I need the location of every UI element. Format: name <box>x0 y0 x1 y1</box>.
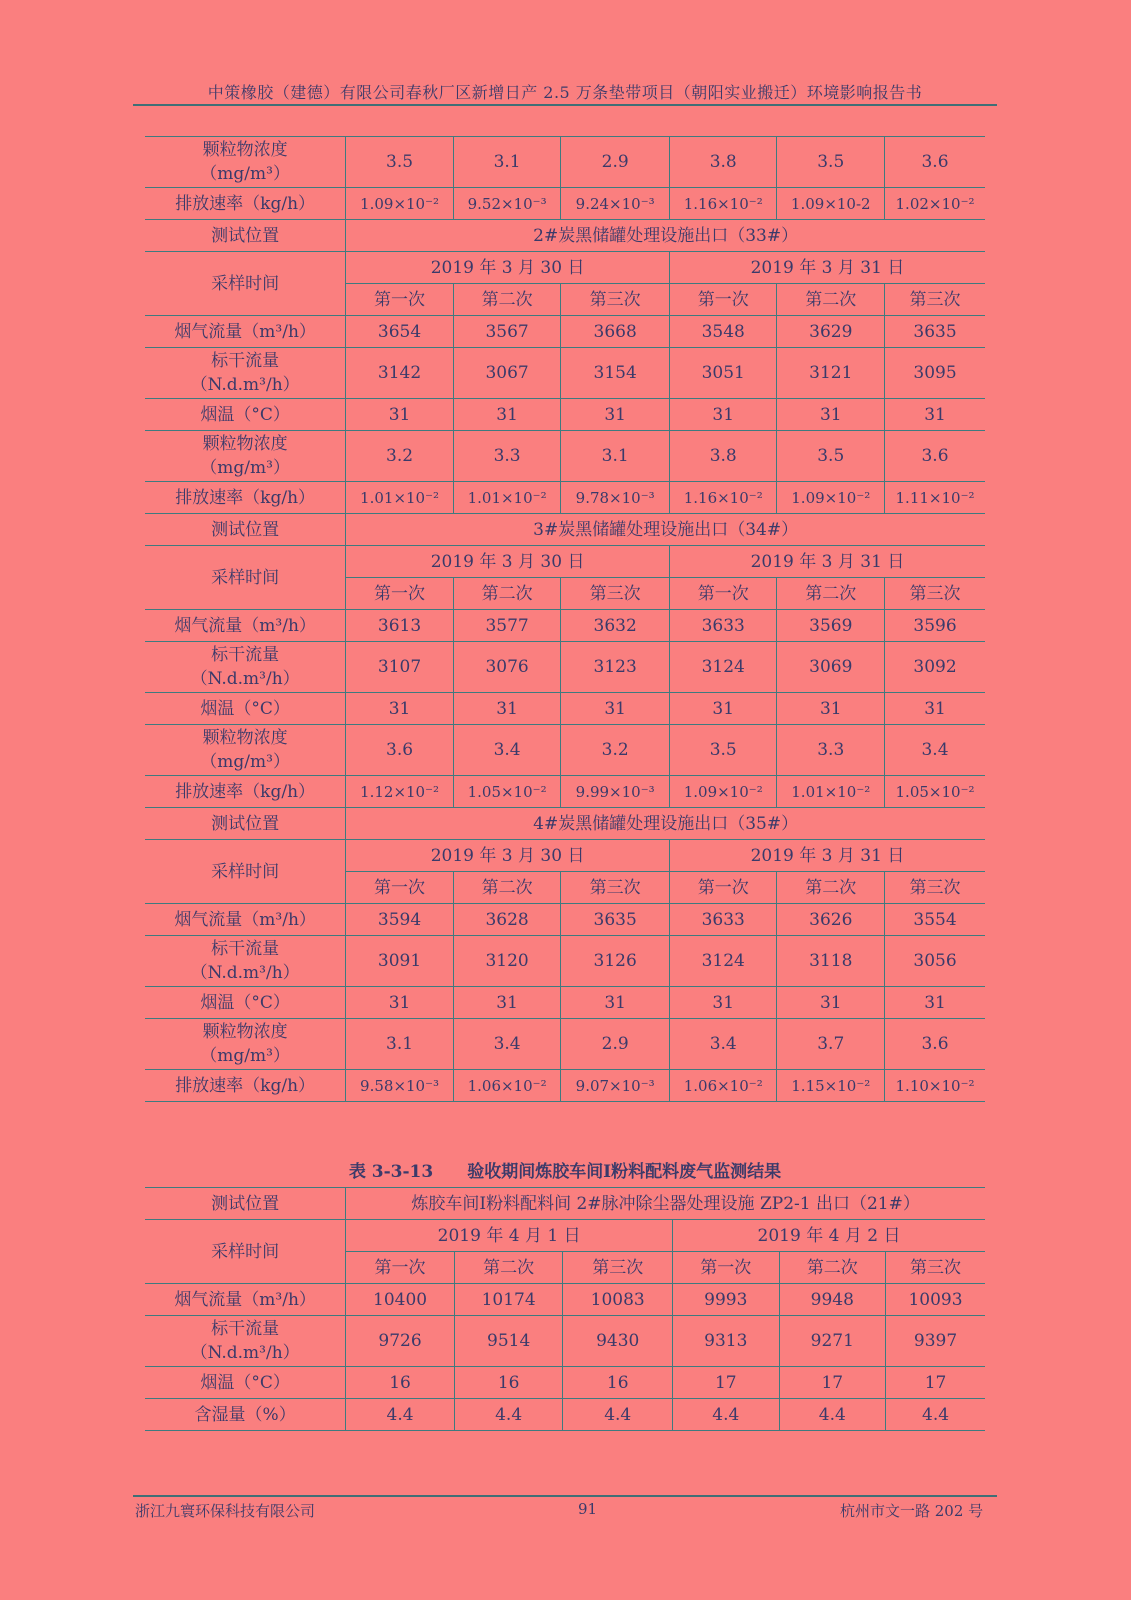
table-cell: 31 <box>669 987 777 1019</box>
row-label: 颗粒物浓度 （mg/m³） <box>145 431 346 482</box>
table-cell: 3635 <box>561 904 670 936</box>
date-header: 2019 年 4 月 2 日 <box>673 1220 985 1252</box>
row-label: 颗粒物浓度 （mg/m³） <box>145 1019 346 1070</box>
table-cell: 17 <box>886 1367 985 1399</box>
location-label: 测试位置 <box>145 1188 346 1220</box>
table-cell: 3067 <box>453 348 561 399</box>
row-label: 烟温（°C） <box>145 693 346 725</box>
table-cell: 31 <box>777 987 885 1019</box>
date-row <box>145 252 985 284</box>
table-cell: 9.07×10⁻³ <box>561 1070 670 1102</box>
row-label: 排放速率（kg/h） <box>145 188 346 220</box>
table-cell: 3635 <box>885 316 985 348</box>
table-cell: 9397 <box>886 1316 985 1367</box>
row-label: 标干流量 （N.d.m³/h） <box>145 642 346 693</box>
table-row <box>145 1019 985 1070</box>
table-cell: 3.3 <box>453 431 561 482</box>
table-cell: 1.01×10⁻² <box>777 776 885 808</box>
table-cell: 1.05×10⁻² <box>885 776 985 808</box>
table-cell: 3.5 <box>777 137 885 188</box>
table-cell: 31 <box>453 399 561 431</box>
location-row <box>145 220 985 252</box>
run-header: 第三次 <box>885 578 985 610</box>
table-row <box>145 725 985 776</box>
row-label: 烟温（°C） <box>145 987 346 1019</box>
row-label: 烟温（°C） <box>145 399 346 431</box>
table-cell: 3596 <box>885 610 985 642</box>
table-cell: 1.16×10⁻² <box>669 188 777 220</box>
footer-divider <box>133 1495 997 1497</box>
table-cell: 3594 <box>346 904 454 936</box>
date-header: 2019 年 3 月 31 日 <box>669 546 985 578</box>
table-cell: 3095 <box>885 348 985 399</box>
table-cell: 3124 <box>669 642 777 693</box>
table-cell: 9.99×10⁻³ <box>561 776 670 808</box>
table-cell: 3.5 <box>669 725 777 776</box>
table-cell: 16 <box>454 1367 563 1399</box>
row-label: 含湿量（%） <box>145 1399 346 1431</box>
table-row <box>145 1070 985 1102</box>
run-header: 第三次 <box>886 1252 985 1284</box>
table-cell: 3613 <box>346 610 454 642</box>
table-cell: 3548 <box>669 316 777 348</box>
table-cell: 3.6 <box>346 725 454 776</box>
row-label: 标干流量 （N.d.m³/h） <box>145 348 346 399</box>
sampling-time-label: 采样时间 <box>145 840 346 904</box>
table-cell: 3633 <box>669 904 777 936</box>
table-cell: 3107 <box>346 642 454 693</box>
table-cell: 16 <box>563 1367 673 1399</box>
run-header: 第三次 <box>563 1252 673 1284</box>
location-row <box>145 808 985 840</box>
table-cell: 3626 <box>777 904 885 936</box>
run-header: 第一次 <box>669 578 777 610</box>
date-row <box>145 546 985 578</box>
table-cell: 3629 <box>777 316 885 348</box>
table-cell: 3076 <box>453 642 561 693</box>
table-cell: 17 <box>673 1367 780 1399</box>
table-row <box>145 642 985 693</box>
run-header: 第一次 <box>669 872 777 904</box>
table-cell: 3.4 <box>669 1019 777 1070</box>
table-cell: 1.11×10⁻² <box>885 482 985 514</box>
table-cell: 3126 <box>561 936 670 987</box>
table-cell: 31 <box>346 693 454 725</box>
table-cell: 31 <box>885 693 985 725</box>
table-cell: 3056 <box>885 936 985 987</box>
table-cell: 3092 <box>885 642 985 693</box>
table-cell: 3120 <box>453 936 561 987</box>
location-value: 4#炭黑储罐处理设施出口（35#） <box>346 808 985 840</box>
table-cell: 3.4 <box>885 725 985 776</box>
table-cell: 3.6 <box>885 431 985 482</box>
run-header: 第二次 <box>454 1252 563 1284</box>
sampling-time-label: 采样时间 <box>145 252 346 316</box>
table-cell: 3577 <box>453 610 561 642</box>
table-cell: 9.78×10⁻³ <box>561 482 670 514</box>
monitoring-table-powder-batching <box>145 1187 985 1431</box>
table-cell: 3.6 <box>885 1019 985 1070</box>
table-cell: 31 <box>669 399 777 431</box>
table-cell: 1.10×10⁻² <box>885 1070 985 1102</box>
date-row <box>145 840 985 872</box>
table-cell: 3.1 <box>346 1019 454 1070</box>
table-cell: 1.16×10⁻² <box>669 482 777 514</box>
table-cell: 1.15×10⁻² <box>777 1070 885 1102</box>
table-cell: 9430 <box>563 1316 673 1367</box>
table-cell: 3654 <box>346 316 454 348</box>
location-value: 2#炭黑储罐处理设施出口（33#） <box>346 220 985 252</box>
date-row <box>145 1220 985 1252</box>
table-cell: 10400 <box>346 1284 455 1316</box>
table-cell: 9.52×10⁻³ <box>453 188 561 220</box>
table-cell: 1.06×10⁻² <box>453 1070 561 1102</box>
table-row <box>145 431 985 482</box>
table-cell: 3.5 <box>777 431 885 482</box>
row-label: 烟气流量（m³/h） <box>145 610 346 642</box>
sampling-time-label: 采样时间 <box>145 546 346 610</box>
table-cell: 9514 <box>454 1316 563 1367</box>
table-row <box>145 137 985 188</box>
table-row <box>145 1367 985 1399</box>
table-row <box>145 1284 985 1316</box>
table-cell: 4.4 <box>886 1399 985 1431</box>
table-cell: 3.1 <box>561 431 670 482</box>
monitoring-table-carbon-black <box>145 136 985 1102</box>
run-header: 第二次 <box>777 578 885 610</box>
row-label: 排放速率（kg/h） <box>145 482 346 514</box>
table-cell: 3051 <box>669 348 777 399</box>
table-cell: 31 <box>346 987 454 1019</box>
table-cell: 4.4 <box>779 1399 886 1431</box>
run-header: 第二次 <box>777 872 885 904</box>
location-label: 测试位置 <box>145 220 346 252</box>
table-cell: 31 <box>669 693 777 725</box>
run-header: 第二次 <box>777 284 885 316</box>
table-cell: 3668 <box>561 316 670 348</box>
table-cell: 1.02×10⁻² <box>885 188 985 220</box>
run-header: 第三次 <box>561 578 670 610</box>
table-cell: 3091 <box>346 936 454 987</box>
table-cell: 2.9 <box>561 1019 670 1070</box>
table-cell: 3154 <box>561 348 670 399</box>
table-cell: 3.4 <box>453 725 561 776</box>
table-cell: 10174 <box>454 1284 563 1316</box>
run-header: 第三次 <box>885 284 985 316</box>
run-header: 第三次 <box>885 872 985 904</box>
table-cell: 1.01×10⁻² <box>346 482 454 514</box>
table-cell: 10083 <box>563 1284 673 1316</box>
table-cell: 3.2 <box>346 431 454 482</box>
table-cell: 3121 <box>777 348 885 399</box>
row-label: 烟气流量（m³/h） <box>145 1284 346 1316</box>
table-cell: 31 <box>453 987 561 1019</box>
table-row <box>145 1399 985 1431</box>
table-row <box>145 904 985 936</box>
location-value: 3#炭黑储罐处理设施出口（34#） <box>346 514 985 546</box>
sampling-time-label: 采样时间 <box>145 1220 346 1284</box>
run-header: 第一次 <box>669 284 777 316</box>
row-label: 颗粒物浓度 （mg/m³） <box>145 137 346 188</box>
row-label: 颗粒物浓度 （mg/m³） <box>145 725 346 776</box>
row-label: 排放速率（kg/h） <box>145 776 346 808</box>
table-cell: 3.7 <box>777 1019 885 1070</box>
table-cell: 31 <box>777 693 885 725</box>
header-divider <box>133 104 997 106</box>
table-cell: 1.01×10⁻² <box>453 482 561 514</box>
table-row <box>145 776 985 808</box>
table-cell: 3.3 <box>777 725 885 776</box>
table-cell: 31 <box>885 987 985 1019</box>
table-cell: 1.05×10⁻² <box>453 776 561 808</box>
table-row <box>145 1316 985 1367</box>
table-cell: 16 <box>346 1367 455 1399</box>
table-cell: 4.4 <box>454 1399 563 1431</box>
run-header: 第二次 <box>453 578 561 610</box>
table-cell: 3.8 <box>669 431 777 482</box>
location-label: 测试位置 <box>145 514 346 546</box>
location-label: 测试位置 <box>145 808 346 840</box>
table-cell: 3.1 <box>453 137 561 188</box>
table-cell: 31 <box>561 987 670 1019</box>
table-cell: 1.09×10⁻² <box>346 188 454 220</box>
row-label: 烟温（°C） <box>145 1367 346 1399</box>
table-row <box>145 936 985 987</box>
table-cell: 3.5 <box>346 137 454 188</box>
date-header: 2019 年 3 月 30 日 <box>346 252 670 284</box>
table-cell: 10093 <box>886 1284 985 1316</box>
run-header: 第一次 <box>346 1252 455 1284</box>
table-row <box>145 316 985 348</box>
table-cell: 3554 <box>885 904 985 936</box>
table-caption: 表 3-3-13 验收期间炼胶车间Ⅰ粉料配料废气监测结果 <box>348 1162 782 1182</box>
table-cell: 1.09×10⁻² <box>777 482 885 514</box>
table-row <box>145 348 985 399</box>
table-cell: 31 <box>561 399 670 431</box>
table-cell: 3124 <box>669 936 777 987</box>
table-cell: 3633 <box>669 610 777 642</box>
table-cell: 4.4 <box>673 1399 780 1431</box>
table-cell: 3.8 <box>669 137 777 188</box>
table-cell: 3632 <box>561 610 670 642</box>
run-header: 第二次 <box>453 284 561 316</box>
table-row <box>145 987 985 1019</box>
table-cell: 9271 <box>779 1316 886 1367</box>
table-cell: 4.4 <box>346 1399 455 1431</box>
location-row <box>145 1188 985 1220</box>
run-header: 第一次 <box>346 578 454 610</box>
location-row <box>145 514 985 546</box>
table-cell: 3567 <box>453 316 561 348</box>
table-cell: 31 <box>777 399 885 431</box>
date-header: 2019 年 3 月 31 日 <box>669 252 985 284</box>
table-cell: 1.12×10⁻² <box>346 776 454 808</box>
table-cell: 9.58×10⁻³ <box>346 1070 454 1102</box>
run-header: 第二次 <box>453 872 561 904</box>
table-cell: 3569 <box>777 610 885 642</box>
table-cell: 3069 <box>777 642 885 693</box>
footer-address: 杭州市文一路 202 号 <box>840 1502 984 1520</box>
run-header: 第二次 <box>779 1252 886 1284</box>
table-row <box>145 693 985 725</box>
date-header: 2019 年 4 月 1 日 <box>346 1220 673 1252</box>
footer-page-number: 91 <box>578 1500 598 1518</box>
table-cell: 3142 <box>346 348 454 399</box>
table-cell: 1.09×10⁻² <box>669 776 777 808</box>
table-cell: 9.24×10⁻³ <box>561 188 670 220</box>
run-header: 第三次 <box>561 872 670 904</box>
table-cell: 31 <box>453 693 561 725</box>
table-cell: 9313 <box>673 1316 780 1367</box>
table-row <box>145 482 985 514</box>
run-header: 第一次 <box>346 872 454 904</box>
table-cell: 9993 <box>673 1284 780 1316</box>
run-header: 第一次 <box>346 284 454 316</box>
table-row <box>145 188 985 220</box>
table-cell: 2.9 <box>561 137 670 188</box>
row-label: 标干流量 （N.d.m³/h） <box>145 1316 346 1367</box>
footer-company: 浙江九寰环保科技有限公司 <box>135 1502 316 1520</box>
table-cell: 4.4 <box>563 1399 673 1431</box>
table-row <box>145 399 985 431</box>
table-cell: 3.4 <box>453 1019 561 1070</box>
table-cell: 31 <box>561 693 670 725</box>
row-label: 烟气流量（m³/h） <box>145 316 346 348</box>
table-cell: 9948 <box>779 1284 886 1316</box>
table-row <box>145 610 985 642</box>
date-header: 2019 年 3 月 30 日 <box>346 546 670 578</box>
table-cell: 3.6 <box>885 137 985 188</box>
row-label: 排放速率（kg/h） <box>145 1070 346 1102</box>
table-cell: 31 <box>885 399 985 431</box>
table-cell: 9726 <box>346 1316 455 1367</box>
date-header: 2019 年 3 月 31 日 <box>669 840 985 872</box>
table-cell: 1.06×10⁻² <box>669 1070 777 1102</box>
row-label: 标干流量 （N.d.m³/h） <box>145 936 346 987</box>
table-cell: 3123 <box>561 642 670 693</box>
date-header: 2019 年 3 月 30 日 <box>346 840 670 872</box>
table-cell: 3118 <box>777 936 885 987</box>
run-header: 第三次 <box>561 284 670 316</box>
table-cell: 3.2 <box>561 725 670 776</box>
table-cell: 17 <box>779 1367 886 1399</box>
run-header: 第一次 <box>673 1252 780 1284</box>
page-header: 中策橡胶（建德）有限公司春秋厂区新增日产 2.5 万条垫带项目（朝阳实业搬迁）环境影响报告书 <box>207 83 923 102</box>
row-label: 烟气流量（m³/h） <box>145 904 346 936</box>
table-cell: 31 <box>346 399 454 431</box>
table-cell: 3628 <box>453 904 561 936</box>
location-value: 炼胶车间Ⅰ粉料配料间 2#脉冲除尘器处理设施 ZP2-1 出口（21#） <box>346 1188 985 1220</box>
table-cell: 1.09×10-2 <box>777 188 885 220</box>
